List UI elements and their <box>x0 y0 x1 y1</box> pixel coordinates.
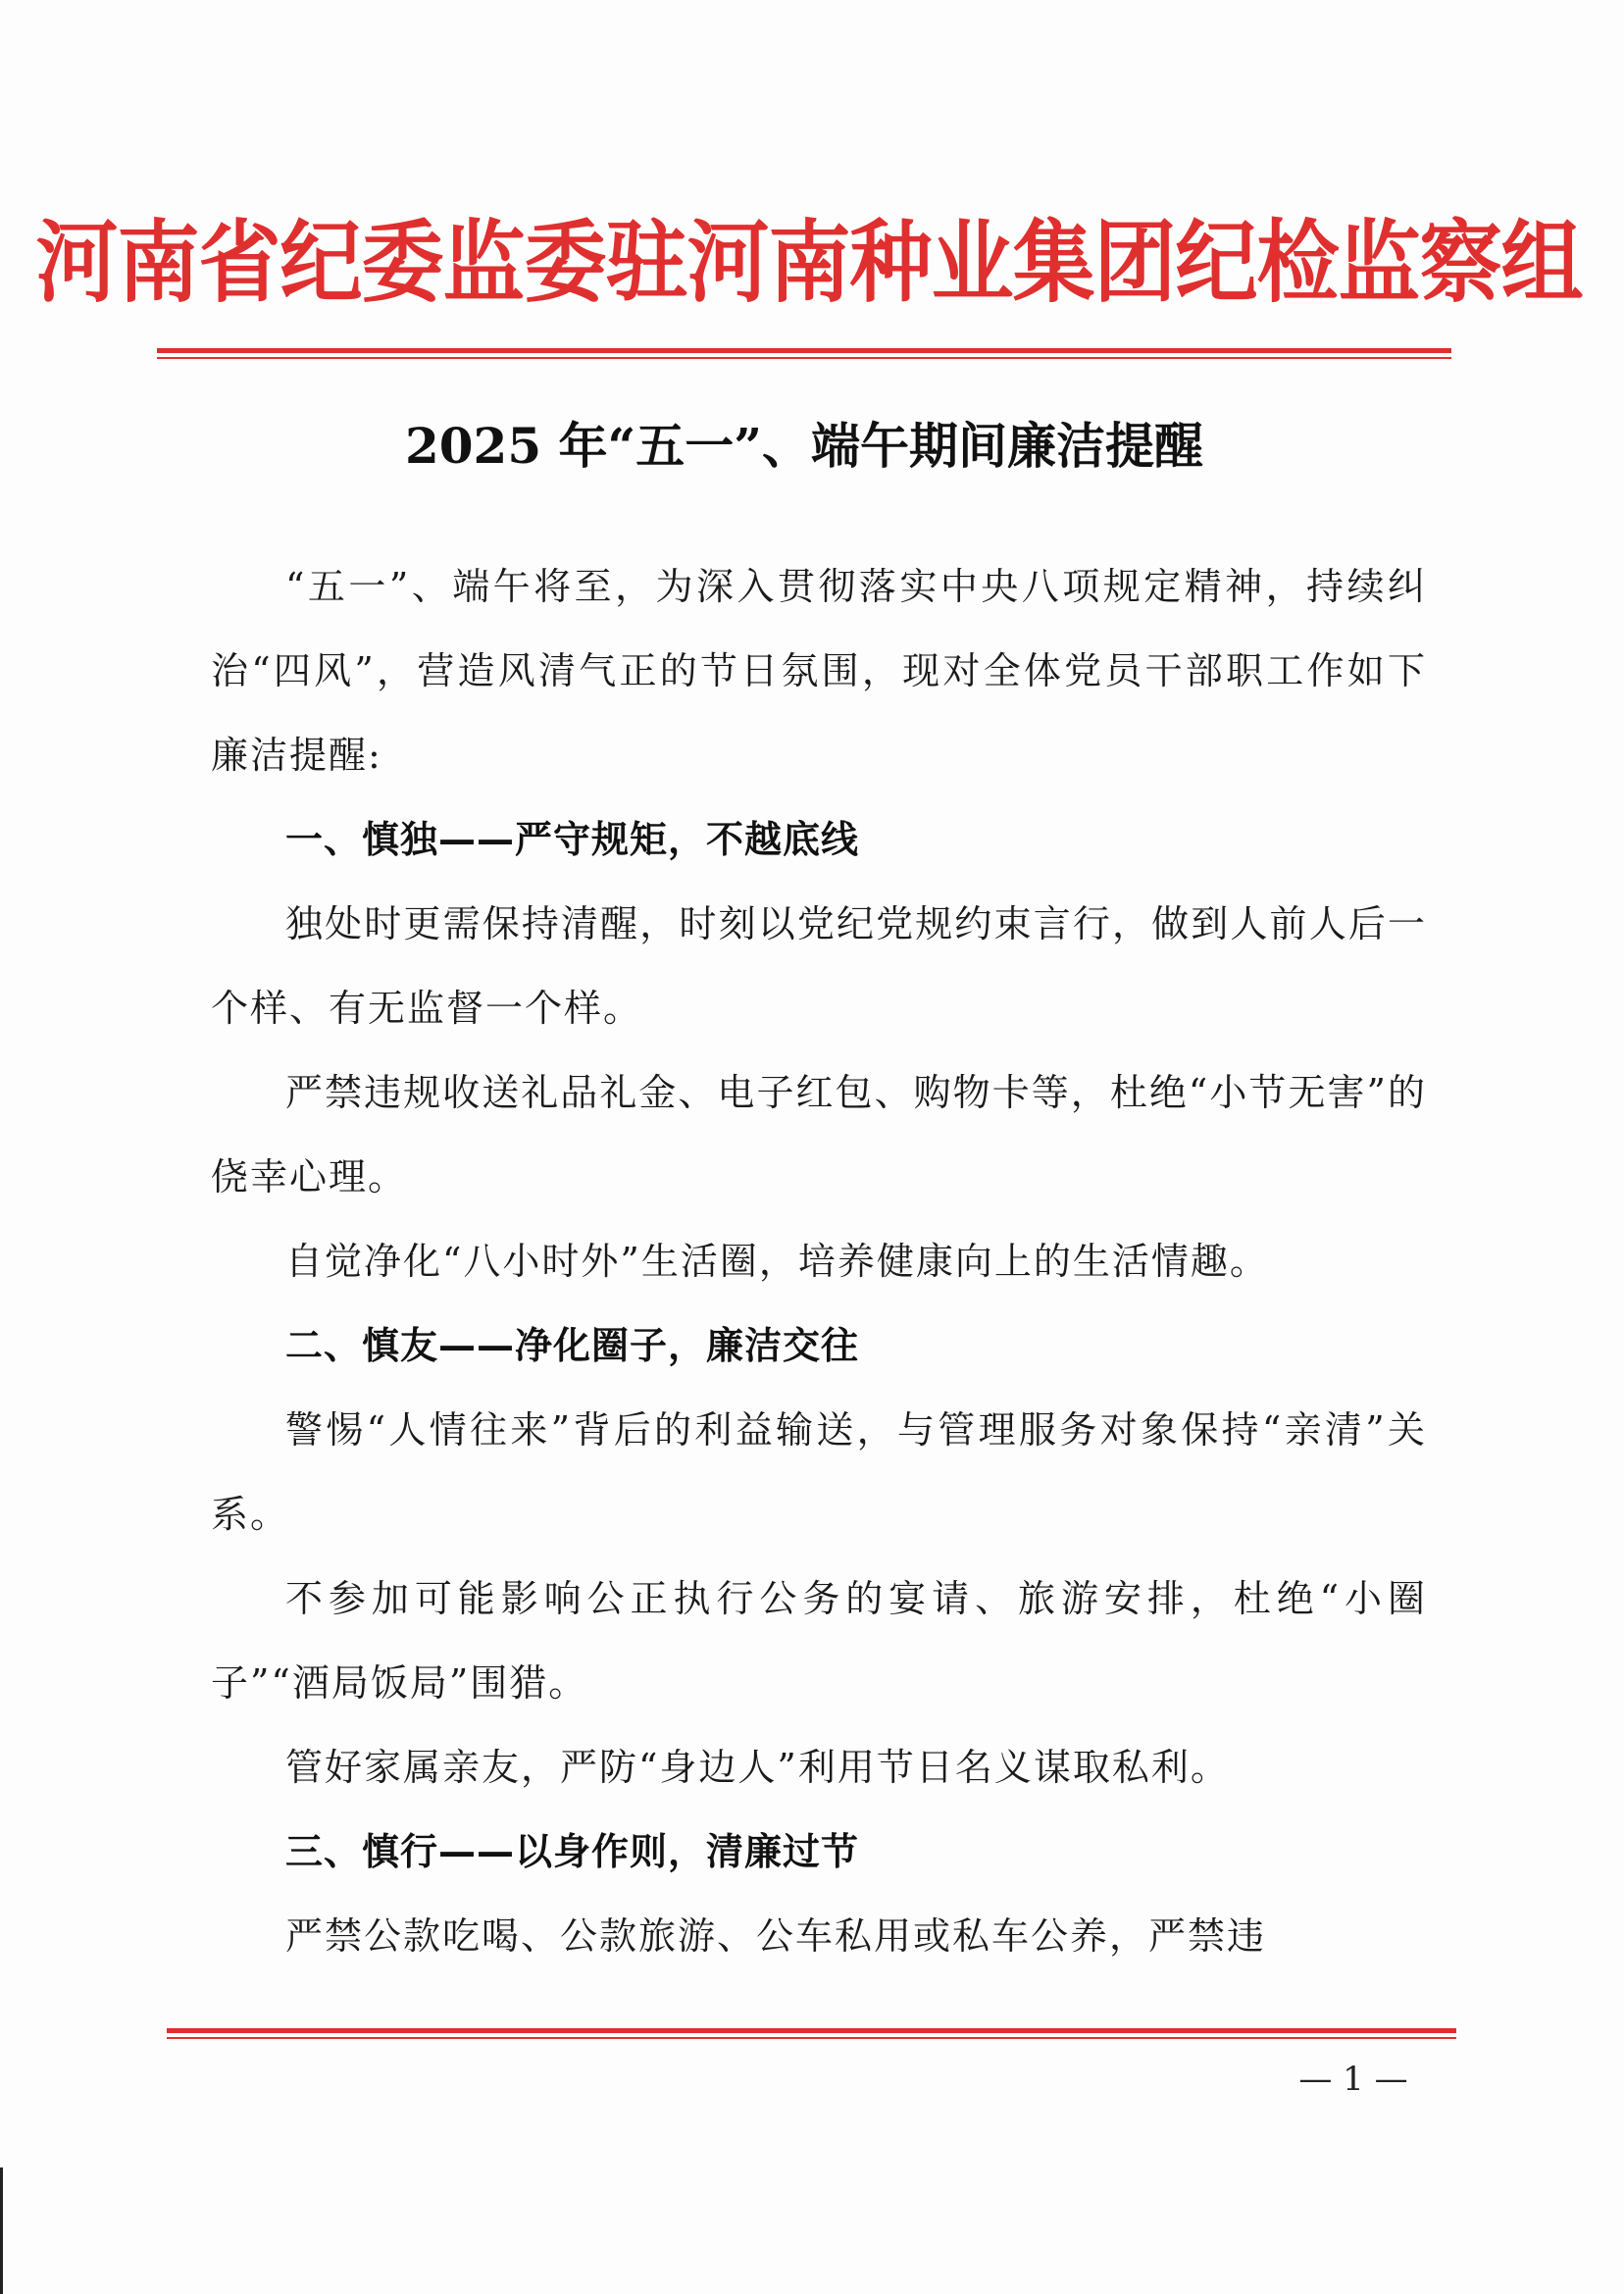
section-2-paragraph-2: 不参加可能影响公正执行公务的宴请、旅游安排，杜绝“小圈子”“酒局饭局”围猎。 <box>211 1577 1427 1705</box>
section-1-paragraph-3: 自觉净化“八小时外”生活圈，培养健康向上的生活情趣。 <box>285 1240 1269 1283</box>
organization-name: 河南省纪委监委驻河南种业集团纪检监察组 <box>35 209 1583 314</box>
red-header <box>35 186 1583 324</box>
section-2-paragraph-3: 管好家属亲友，严防“身边人”利用节日名义谋取私利。 <box>285 1746 1230 1789</box>
header-red-rule <box>157 348 1451 360</box>
scan-edge-mark <box>0 2167 3 2294</box>
section-heading-2: 二、慎友——净化圈子，廉洁交往 <box>285 1324 860 1367</box>
section-3-paragraph-1: 严禁公款吃喝、公款旅游、公车私用或私车公养，严禁违 <box>285 1914 1267 1958</box>
page-number: — 1 — <box>1298 2060 1408 2099</box>
header-rule-thick <box>157 348 1451 353</box>
section-2-paragraph-1: 警惕“人情往来”背后的利益输送，与管理服务对象保持“亲清”关系。 <box>211 1408 1427 1536</box>
footer-rule-thin <box>167 2037 1456 2039</box>
header-rule-thin <box>157 357 1451 359</box>
section-heading-1: 一、慎独——严守规矩，不越底线 <box>285 818 860 861</box>
section-heading-3: 三、慎行——以身作则，清廉过节 <box>285 1830 860 1873</box>
section-1-paragraph-2: 严禁违规收送礼品礼金、电子红包、购物卡等，杜绝“小节无害”的侥幸心理。 <box>211 1071 1427 1198</box>
footer-red-rule <box>167 2028 1456 2040</box>
document-title: 2025 年“五一”、端午期间廉洁提醒 <box>404 417 1204 475</box>
footer-rule-thick <box>167 2028 1456 2033</box>
intro-paragraph: “五一”、端午将至，为深入贯彻落实中央八项规定精神，持续纠治“四风”，营造风清气正的节日氛围，现对全体党员干部职工作如下廉洁提醒: <box>211 565 1427 777</box>
section-1-paragraph-1: 独处时更需保持清醒，时刻以党纪党规约束言行，做到人前人后一个样、有无监督一个样。 <box>211 902 1427 1030</box>
document-body <box>211 544 1427 1978</box>
